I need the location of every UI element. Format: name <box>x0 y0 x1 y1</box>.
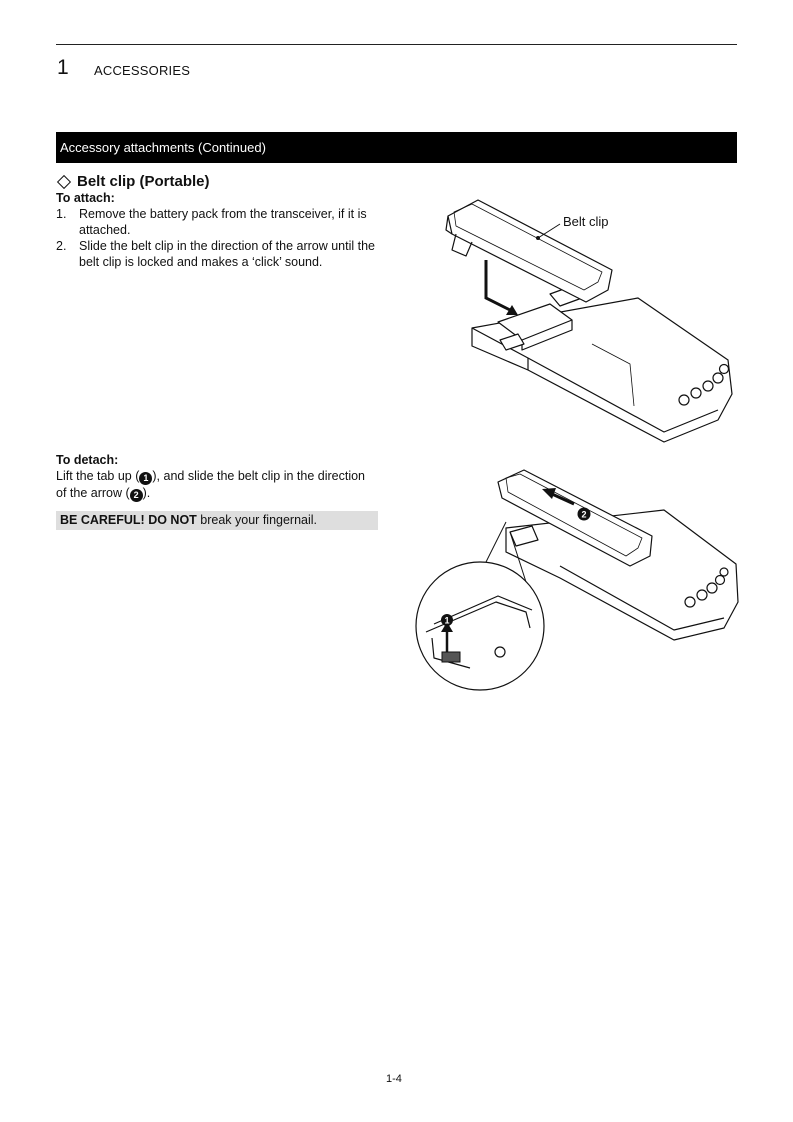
detach-text-c: ). <box>142 486 151 500</box>
subsection-title: Belt clip (Portable) <box>77 173 210 190</box>
caution-text: break your fingernail. <box>196 513 318 527</box>
attach-label: To attach: <box>56 191 115 205</box>
page-number: 1-4 <box>386 1073 402 1085</box>
detach-label: To detach: <box>56 453 119 467</box>
caution-box <box>56 511 378 530</box>
detach-text-a: Lift the tab up ( <box>56 469 140 483</box>
step-text: Slide the belt clip in the direction of the arrow until the belt clip is locked and makes a ‘click’ sound. <box>79 239 376 269</box>
diamond-bullet-icon <box>57 174 71 188</box>
step-number: 1. <box>56 207 67 221</box>
step-number: 2. <box>56 239 67 253</box>
attach-steps <box>56 206 386 270</box>
chapter-title: ACCESSORIES <box>94 63 191 78</box>
section-banner: Accessory attachments (Continued) <box>56 132 737 163</box>
detach-text-b: ), and slide the belt clip in the direction of the arrow ( <box>56 469 366 500</box>
attach-step-1 <box>56 206 386 238</box>
belt-clip-callout: Belt clip <box>563 214 609 229</box>
header-rule <box>56 44 737 45</box>
detach-instructions <box>56 468 376 502</box>
marker-2-icon: 2 <box>130 489 143 502</box>
figure-marker-2: 2 <box>581 509 587 520</box>
chapter-number: 1 <box>57 56 69 79</box>
attach-belt-clip-illustration <box>442 194 734 446</box>
figure-marker-1: 1 <box>444 615 450 626</box>
marker-1-icon: 1 <box>139 472 152 485</box>
detach-belt-clip-illustration <box>414 462 740 696</box>
attach-step-2 <box>56 238 386 270</box>
step-text: Remove the battery pack from the transceiver, if it is attached. <box>79 207 367 237</box>
caution-bold: BE CAREFUL! DO NOT <box>60 513 197 527</box>
subsection-heading <box>56 173 210 190</box>
